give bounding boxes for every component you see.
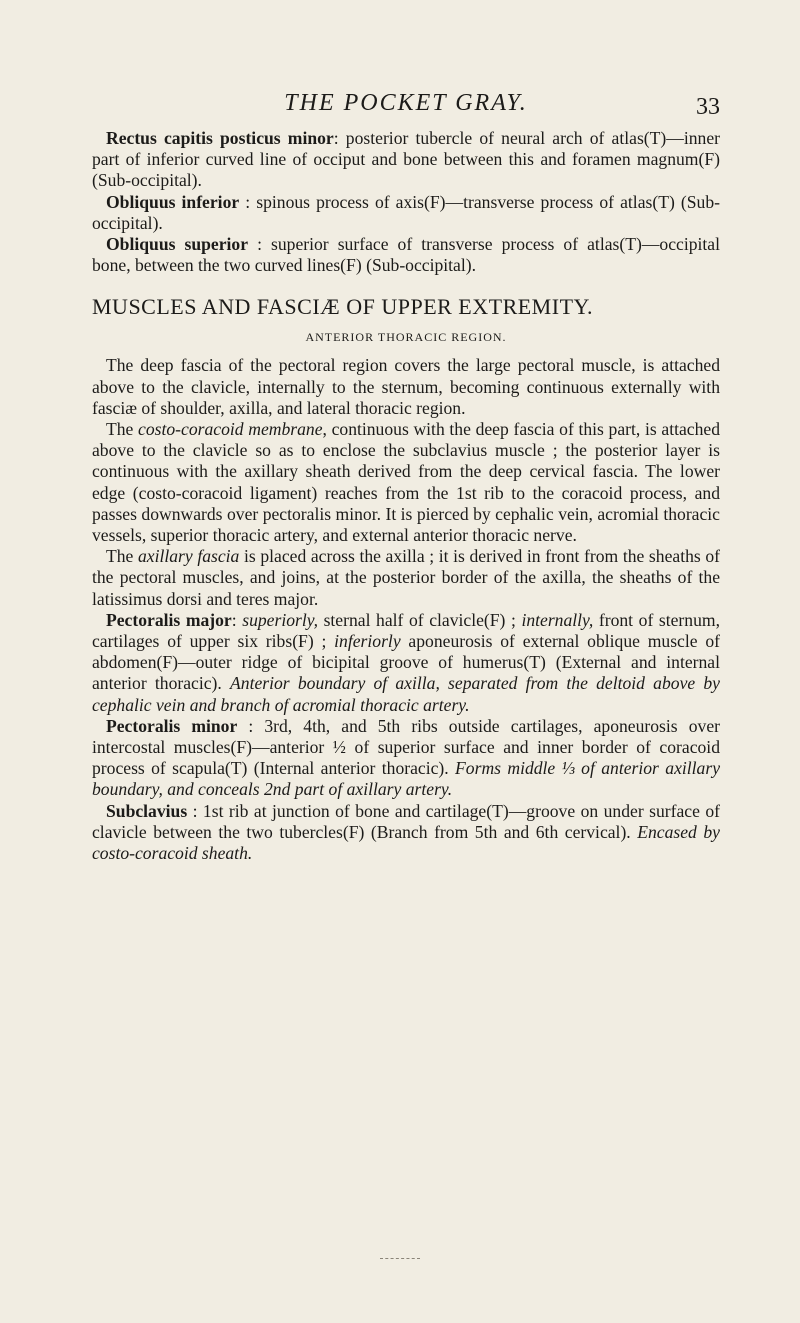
muscle-name: Obliquus superior bbox=[106, 234, 249, 255]
paragraph-pectoralis-major: Pectoralis major: superiorly, sternal half of clavicle(F) ; internally, front of sternum, cartilages of upper six ribs(F) ; inferiorly aponeurosis of external oblique muscle of abdomen(F)—outer ridge of bicipital groove of humerus(T) (External and internal anterior thoracic). Anterior boundary of axilla, separated from the deltoid above by cephalic vein and branch of acromial thoracic artery. bbox=[92, 609, 720, 715]
muscle-name: Subclavius bbox=[106, 800, 188, 821]
clinical-note: Encased by costo-coracoid sheath. bbox=[92, 821, 720, 864]
muscle-description: : posterior tubercle of neural arch of atlas(T)—inner part of inferior curved line of occiput and bone between this and foramen magnum(F) (Sub-occipital). bbox=[92, 128, 720, 191]
section-subheading: ANTERIOR THORACIC REGION. bbox=[305, 330, 507, 345]
clinical-note: Forms middle ⅓ of anterior axillary boundary, and conceals 2nd part of axillary artery. bbox=[92, 758, 720, 800]
paragraph-obliquus-inferior bbox=[92, 192, 720, 234]
paragraph-rectus-capitis-posticus-minor bbox=[92, 128, 720, 192]
muscle-description: : superior surface of transverse process of atlas(T)—occipital bone, between the two curved lines(F) (Sub-occipital). bbox=[92, 234, 720, 276]
emphasized-term: costo-coracoid membrane bbox=[138, 419, 323, 440]
footer-rule bbox=[380, 1258, 420, 1259]
section-heading: MUSCLES AND FASCIÆ OF UPPER EXTREMITY. bbox=[92, 294, 594, 320]
paragraph-pectoralis-minor: Pectoralis minor : 3rd, 4th, and 5th ribs outside cartilages, aponeurosis over intercostal muscles(F)—anterior ½ of superior surface and inner border of coracoid process of scapula(T) (Internal anterior thoracic). Forms middle ⅓ of anterior axillary boundary, and conceals 2nd part of axillary artery. bbox=[92, 715, 720, 800]
page-number: 33 bbox=[696, 94, 720, 120]
paragraph-costo-coracoid-membrane: The costo-coracoid membrane, continuous with the deep fascia of this part, is attached above to the clavicle so as to enclose the subclavius muscle ; the posterior layer is continuous with the axillary sheath derived from the deep cervical fascia. The lower edge (costo-coracoid ligament) reaches from the 1st rib to the coracoid process, and passes downwards over pectoralis minor. It is pierced by cephalic vein, acromial thoracic vessels, superior thoracic artery, and external anterior thoracic nerve. bbox=[92, 419, 720, 546]
running-head bbox=[92, 90, 720, 128]
paragraph-obliquus-superior bbox=[92, 234, 720, 276]
paragraph-subclavius: Subclavius : 1st rib at junction of bone and cartilage(T)—groove on under surface of clavicle between the two tubercles(F) (Branch from 5th and 6th cervical). Encased by costo-coracoid sheath. bbox=[92, 800, 720, 864]
book-page bbox=[92, 90, 720, 864]
running-title: THE POCKET GRAY. bbox=[284, 90, 528, 116]
paragraph-axillary-fascia: The axillary fascia is placed across the axilla ; it is derived in front from the sheaths of the pectoral muscles, and joins, at the posterior border of the axilla, the sheaths of the latissimus dorsi and teres major. bbox=[92, 546, 720, 609]
muscle-name: Pectoralis minor bbox=[106, 715, 238, 736]
muscle-name: Rectus capitis posticus minor bbox=[106, 128, 334, 148]
emphasized-term: axillary fascia bbox=[137, 546, 240, 567]
muscle-description: : spinous process of axis(F)—transverse process of atlas(T) (Sub-occipital). bbox=[92, 191, 720, 233]
clinical-note: Anterior boundary of axilla, separated from the deltoid above by cephalic vein and branch of acromial thoracic artery. bbox=[92, 673, 720, 715]
muscle-name: Obliquus inferior bbox=[106, 191, 240, 212]
muscle-name: Pectoralis major bbox=[106, 609, 232, 630]
paragraph-deep-fascia: The deep fascia of the pectoral region covers the large pectoral muscle, is attached above to the clavicle, internally to the sternum, becoming continuous externally with fasciæ of shoulder, axilla, and lateral thoracic region. bbox=[92, 355, 720, 418]
